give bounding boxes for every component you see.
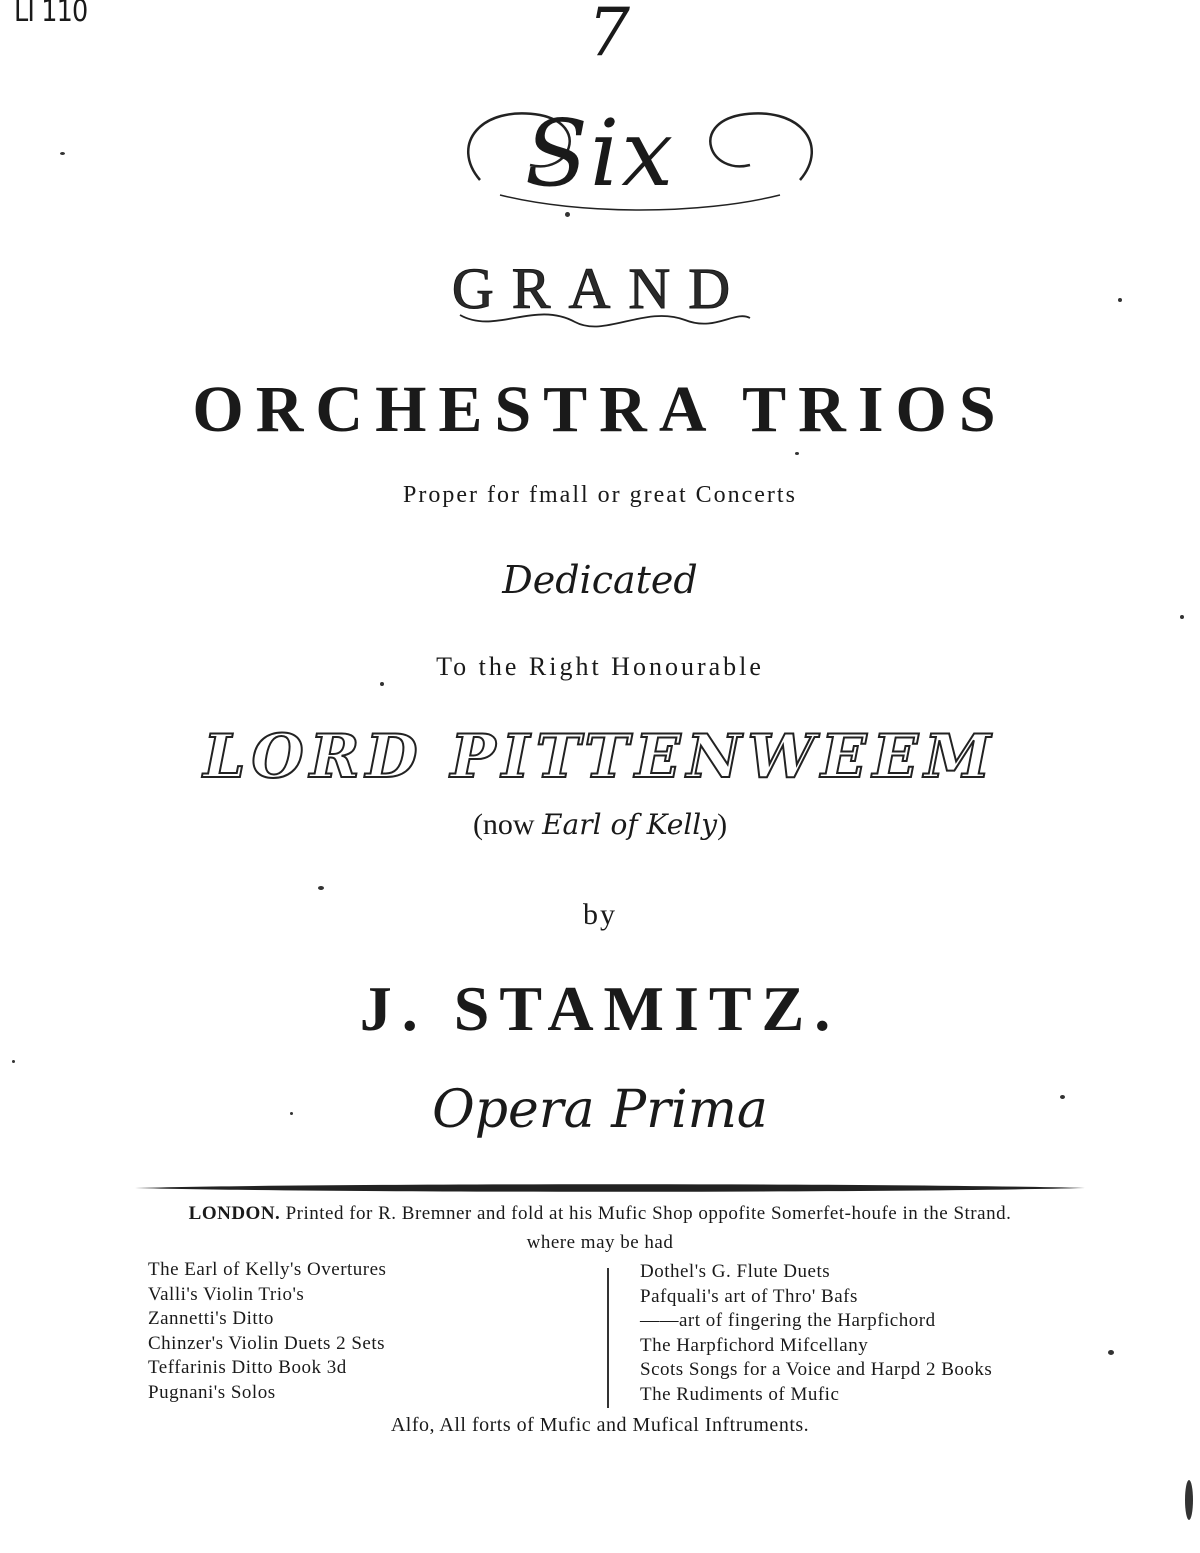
catalog-item: The Rudiments of Mufic (640, 1383, 840, 1405)
also-line: Alfo, All forts of Mufic and Mufical Inftruments. (390, 1414, 810, 1436)
imprint-line (0, 1203, 1200, 1225)
catalog-item: Scots Songs for a Voice and Harpd 2 Books (640, 1359, 993, 1380)
scan-speck (795, 452, 799, 455)
catalog-item: Valli's Violin Trio's (148, 1283, 305, 1305)
catalog-item: Chinzer's Violin Duets 2 Sets (148, 1332, 386, 1354)
scan-speck (1060, 1095, 1065, 1099)
dedicatee-name: LORD PITTENWEEM (203, 722, 997, 792)
catalog-right-column (640, 1260, 992, 1407)
scan-speck (12, 1060, 15, 1063)
where-may-be-had: where may be had (526, 1232, 674, 1253)
dedicatee-note-title: Earl of Kelly (542, 808, 718, 841)
imprint-text: Printed for R. Bremner and fold at his Mufic Shop oppofite Somerfet-houfe in the Strand. (285, 1203, 1012, 1224)
grand-heading: GRAND (451, 256, 749, 321)
by-line: by (583, 898, 617, 931)
catalog-item: The Harpfichord Mifcellany (640, 1334, 869, 1356)
catalog-item: The Earl of Kelly's Overtures (148, 1259, 387, 1280)
dedicated-heading: Dedicated (502, 558, 698, 602)
catalog-left-column (148, 1258, 386, 1405)
main-title: ORCHESTRA TRIOS (192, 373, 1008, 446)
scan-speck (60, 152, 65, 155)
scan-speck (1118, 298, 1122, 302)
dedicatee-note-open: (now (472, 808, 535, 841)
column-divider (607, 1268, 609, 1408)
scan-speck (1180, 615, 1184, 619)
scan-speck (380, 682, 384, 686)
number-word: Six (524, 100, 676, 207)
scan-speck (318, 886, 324, 890)
catalog-item: Pafquali's art of Thro' Bafs (640, 1285, 858, 1307)
scan-speck (290, 1112, 293, 1115)
dedicatee-note-close: ) (717, 808, 728, 841)
ornamental-rule (135, 1182, 1085, 1194)
scan-speck (1185, 1480, 1193, 1520)
catalog-item: Pugnani's Solos (148, 1381, 276, 1403)
catalog-item: Zannetti's Ditto (148, 1308, 274, 1329)
dedication-line: To the Right Honourable (436, 652, 764, 681)
composer-name: J. STAMITZ. (359, 973, 841, 1044)
catalog-item: Teffarinis Ditto Book 3d (148, 1357, 347, 1378)
catalog-item: ——art of fingering the Harpfichord (640, 1310, 936, 1331)
opus-number: Opera Prima (432, 1080, 768, 1140)
scan-speck (565, 212, 570, 217)
dedicatee-note (0, 808, 1200, 842)
library-mark: LI 110 (14, 0, 88, 29)
catalog-item: Dothel's G. Flute Duets (640, 1261, 831, 1282)
subtitle: Proper for fmall or great Concerts (403, 482, 797, 508)
plate-number: 7 (588, 0, 630, 71)
imprint-city: LONDON. (188, 1203, 281, 1224)
scan-speck (1108, 1350, 1114, 1355)
